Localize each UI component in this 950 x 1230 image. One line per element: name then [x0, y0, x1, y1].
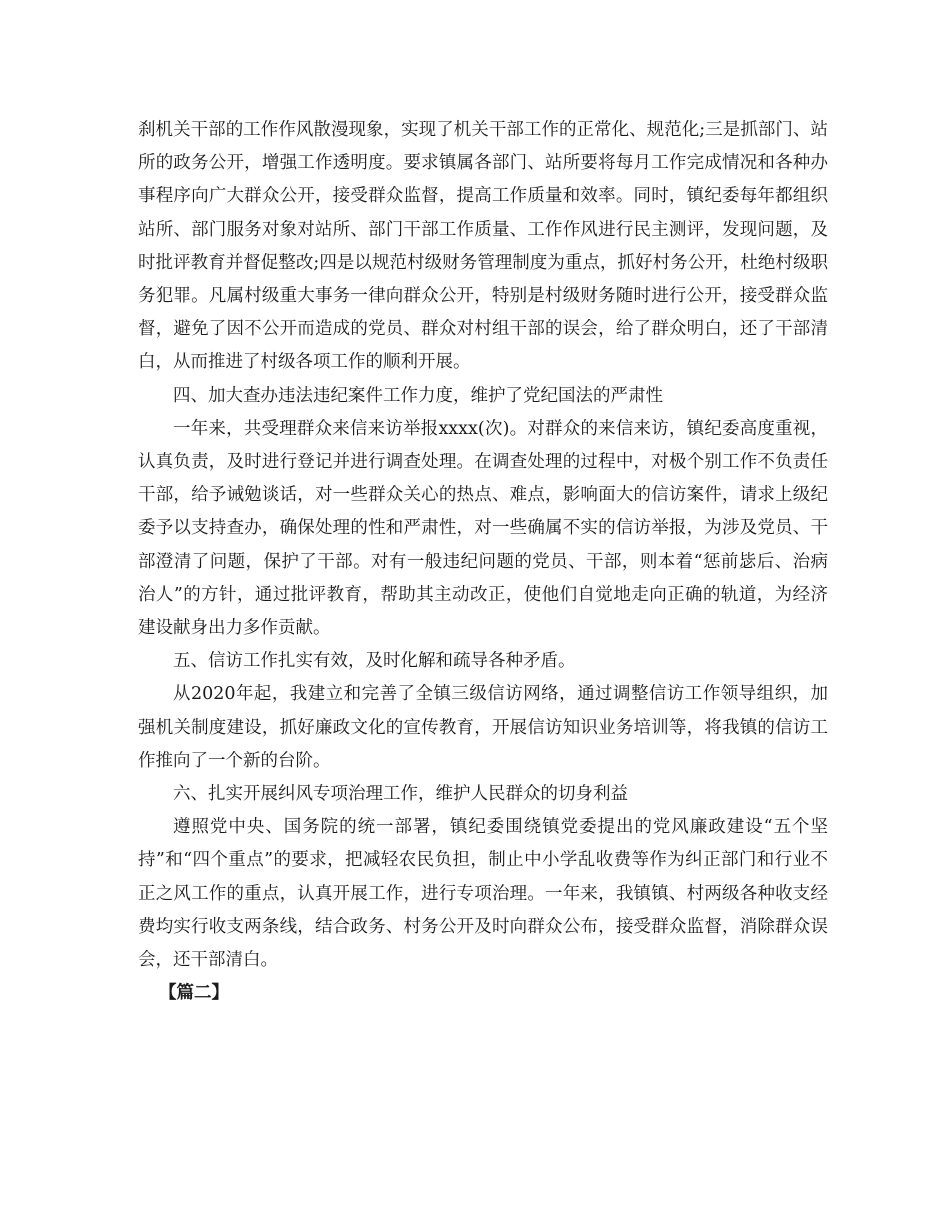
heading-section-5: 五、信访工作扎实有效，及时化解和疏导各种矛盾。	[173, 651, 576, 672]
section-marker-part-two: 【篇二】	[159, 983, 229, 1004]
paragraph-continuation: 刹机关干部的工作作风散漫现象，实现了机关干部工作的正常化、规范化;三是抓部门、站所的政务公开，增强工作透明度。要求镇属各部门、站所要将每月工作完成情况和各种办事程序向广大群众公开，接受群众监督，提高工作质量和效率。同时，镇纪委每年都组织站所、部门服务对象对站所、部门干部工作质量、工作作风进行民主测评，发现问题，及时批评教育并督促整改;四是以规范村级财务管理制度为重点，抓好村务公开，杜绝村级职务犯罪。凡属村级重大事务一律向群众公开，特别是村级财务随时进行公开，接受群众监督，避免了因不公开而造成的党员、群众对村组干部的误会，给了群众明白，还了干部清白，从而推进了村级各项工作的顺利开展。	[138, 120, 828, 373]
heading-section-6: 六、扎实开展纠风专项治理工作，维护人民群众的切身利益	[173, 784, 628, 805]
heading-section-4: 四、加大查办违法违纪案件工作力度，维护了党纪国法的严肃性	[173, 385, 663, 406]
paragraph-rectification: 遵照党中央、国务院的统一部署，镇纪委围绕镇党委提出的党风廉政建设“五个坚持”和“四个重点”的要求，把减轻农民负担，制止中小学乱收费等作为纠正部门和行业不正之风工作的重点，认真开展工作，进行专项治理。一年来，我镇镇、村两级各种收支经费均实行收支两条线，结合政务、村务公开及时向群众公布，接受群众监督，消除群众误会，还干部清白。	[138, 817, 828, 971]
paragraph-petition-work: 从2020年起，我建立和完善了全镇三级信访网络，通过调整信访工作领导组织，加强机关制度建设，抓好廉政文化的宣传教育，开展信访知识业务培训等，将我镇的信访工作推向了一个新的台阶。	[138, 684, 828, 771]
document-page	[138, 114, 828, 1010]
paragraph-case-handling: 一年来，共受理群众来信来访举报xxxx(次)。对群众的来信来访，镇纪委高度重视，认真负责，及时进行登记并进行调查处理。在调查处理的过程中，对极个别工作不负责任干部，给予诫勉谈话，对一些群众关心的热点、难点，影响面大的信访案件，请求上级纪委予以支持查办，确保处理的性和严肃性，对一些确属不实的信访举报，为涉及党员、干部澄清了问题，保护了干部。对有一般违纪问题的党员、干部，则本着“惩前毖后、治病治人”的方针，通过批评教育，帮助其主动改正，使他们自觉地走向正确的轨道，为经济建设献身出力多作贡献。	[138, 418, 828, 639]
